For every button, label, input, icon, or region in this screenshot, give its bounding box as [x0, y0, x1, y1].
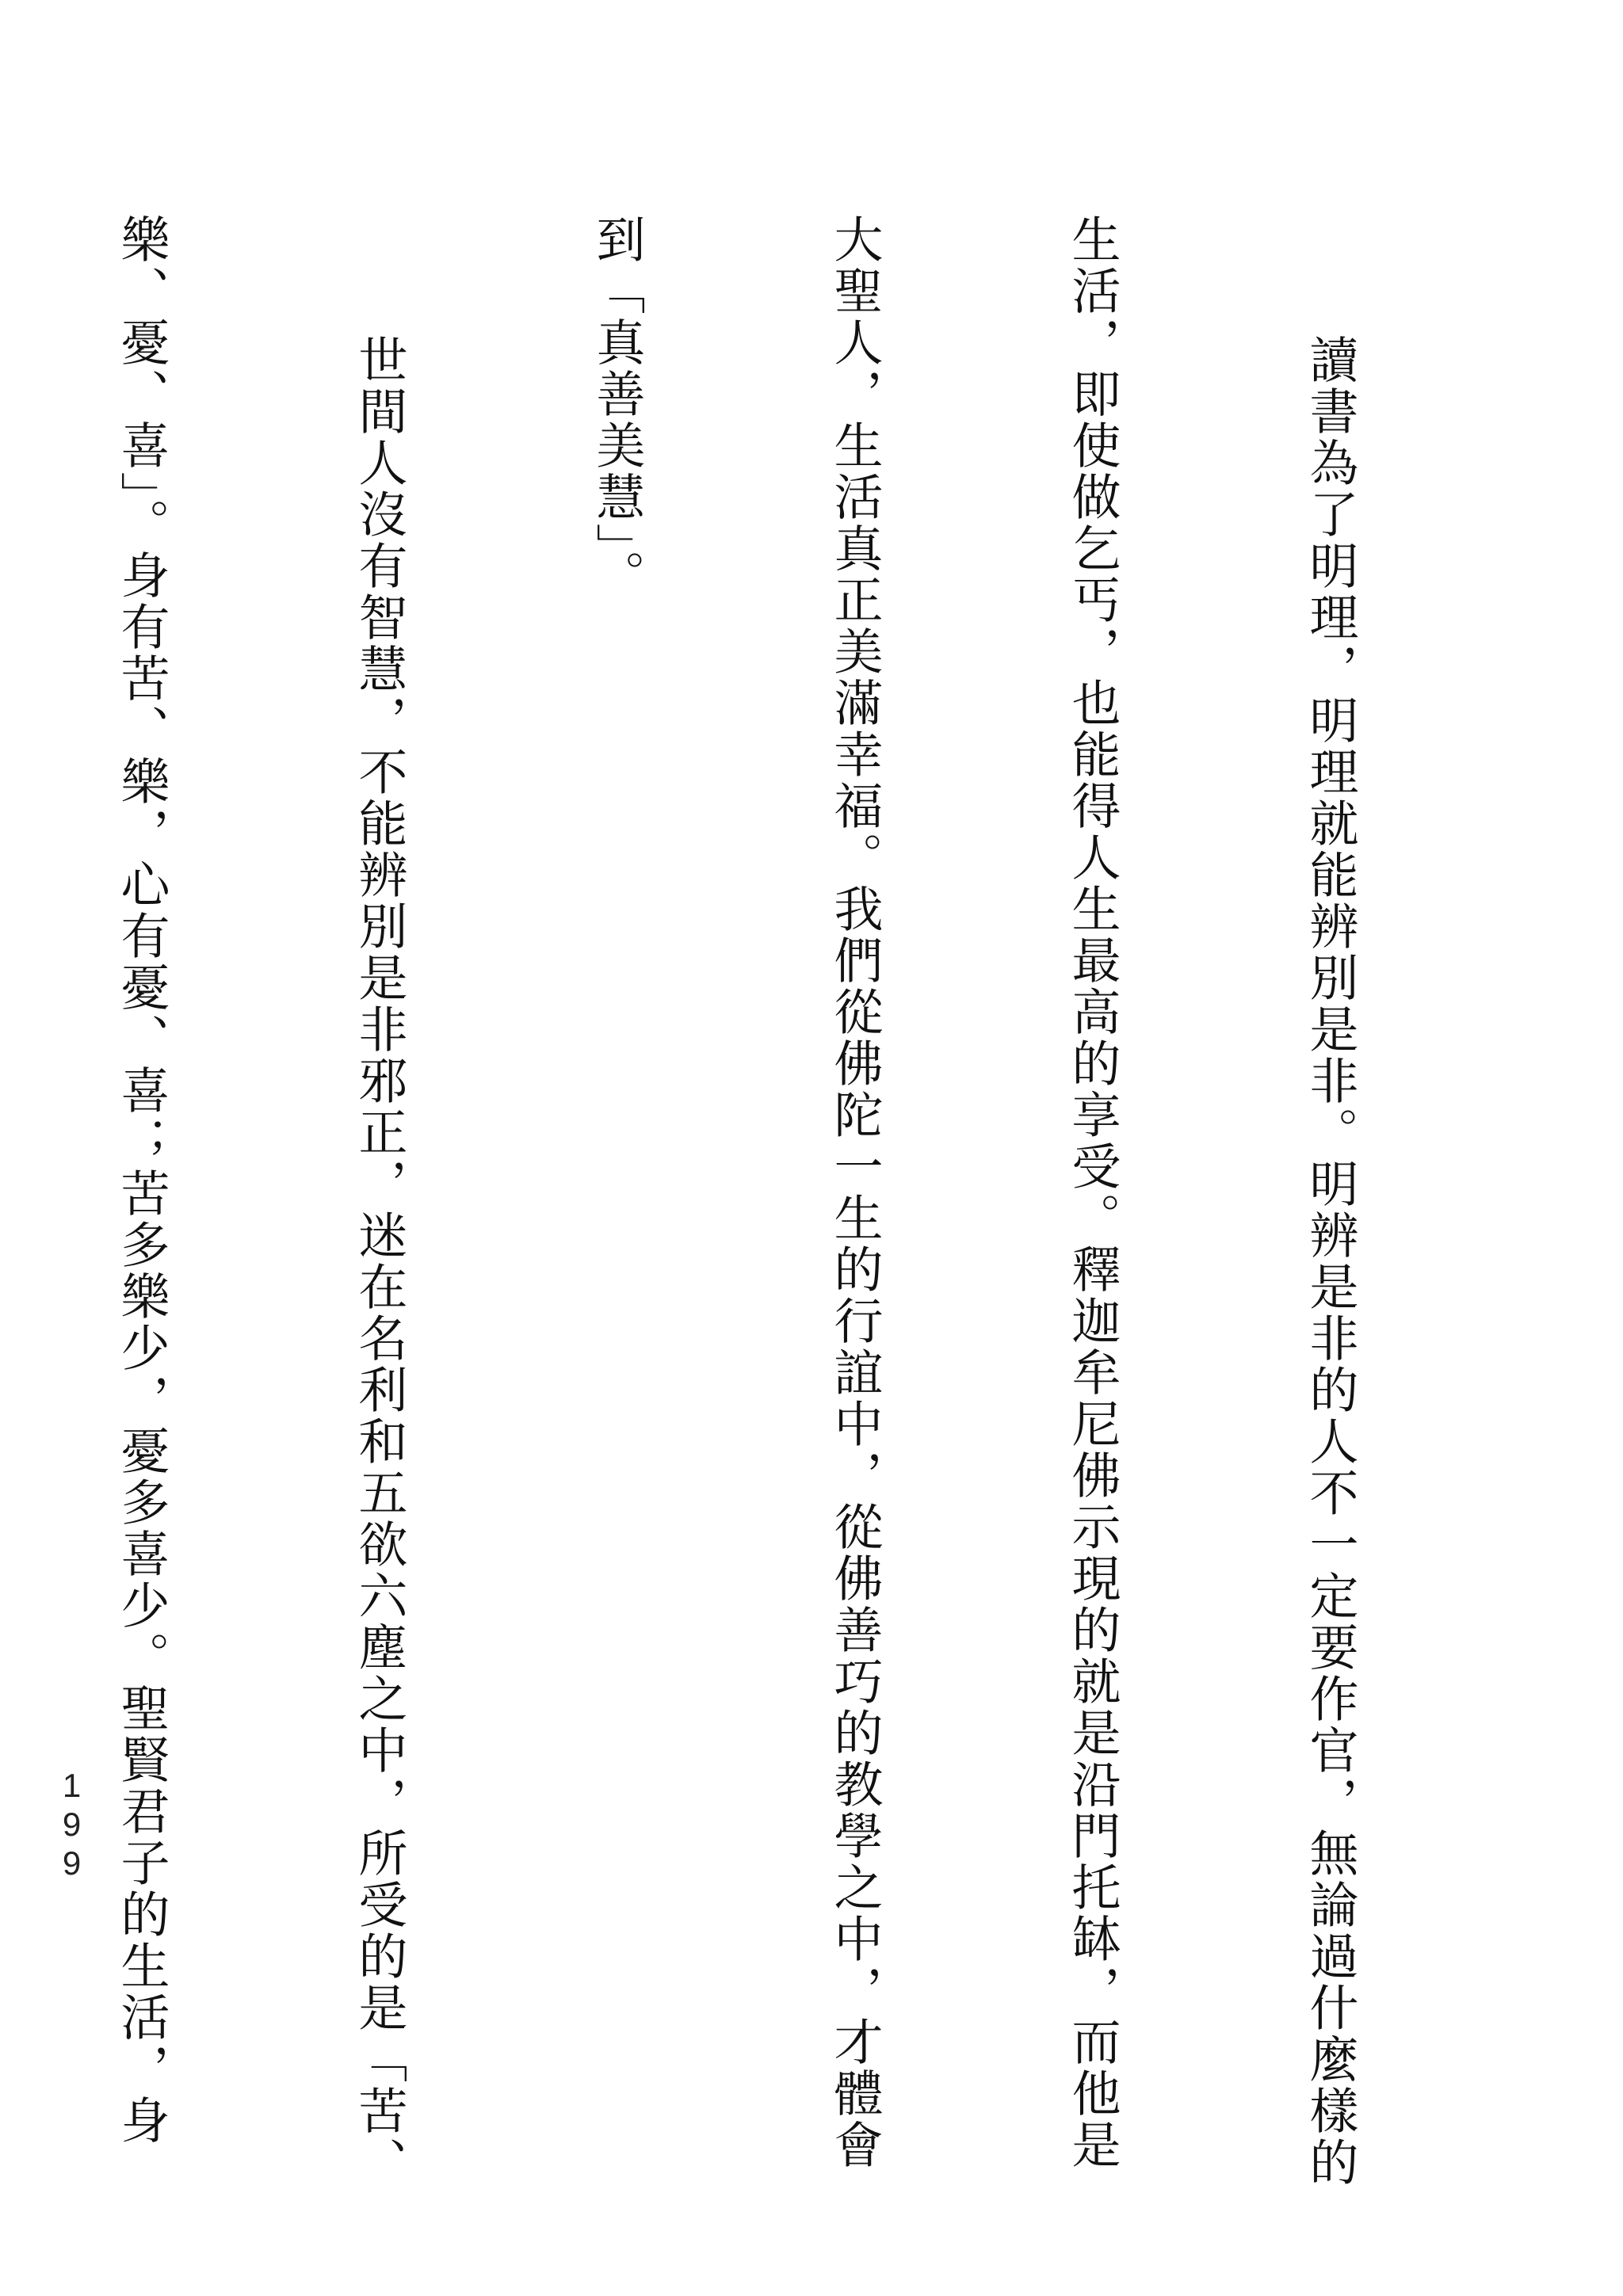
text-column: 世間人沒有智慧，不能辨別是非邪正，迷在名利和五欲六塵之中，所受的是「苦、 — [350, 214, 408, 2188]
text-column: 到「真善美慧」。 — [588, 214, 646, 601]
page-number: 199 — [53, 1767, 90, 1883]
text-column: 生活，即使做乞丐，也能得人生最高的享受。釋迦牟尼佛示現的就是沿門托缽，而他是 — [1064, 214, 1121, 2171]
body-text — [0, 214, 1528, 2188]
text-column: 大聖人，生活真正美滿幸福。我們從佛陀一生的行誼中，從佛善巧的教學之中，才體會 — [826, 214, 884, 2171]
text-column: 讀書為了明理，明理就能辨別是非。明辨是非的人不一定要作官，無論過什麼樣的 — [1301, 214, 1359, 2188]
text-column: 樂、憂、喜」。身有苦、樂，心有憂、喜；苦多樂少，憂多喜少。聖賢君子的生活，身 — [113, 214, 170, 2146]
